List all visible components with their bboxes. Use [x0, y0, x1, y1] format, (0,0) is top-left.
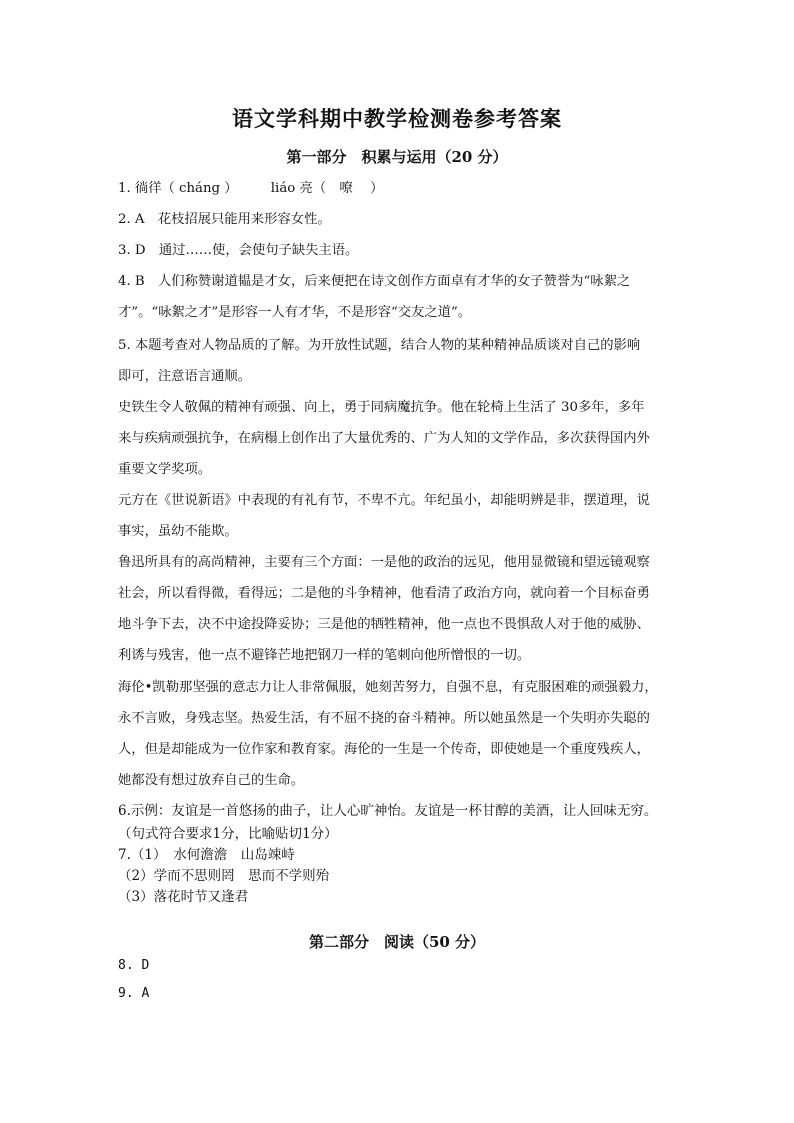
shi-tiesheng-line3: 重要文学奖项。 — [118, 462, 212, 477]
helen-keller-line1: 海伦•凯勒那坚强的意志力让人非常佩服，她刻苦努力，自强不息，有克服困难的顽强毅力， — [118, 680, 658, 695]
answer-q5-line1: 5. 本题考查对人物品质的了解。为开放性试题，结合人物的某种精神品质谈对自己的影响 — [118, 338, 641, 353]
lu-xun-line1: 鲁迅所具有的高尚精神，主要有三个方面：一是他的政治的远见，他用显微镜和望远镜观察 — [118, 555, 650, 570]
shi-tiesheng-line2: 来与疾病顽强抗争，在病榻上创作出了大量优秀的、广为人知的文学作品，多次获得国内外 — [118, 431, 650, 446]
answer-q9: 9. A — [118, 986, 150, 1001]
section-heading-part1: 第一部分 积累与运用（20 分） — [286, 148, 508, 166]
helen-keller-line3: 人，但是却能成为一位作家和教育家。海伦的一生是一个传奇，即使她是一个重度残疾人， — [118, 742, 650, 757]
shi-tiesheng-line1: 史铁生令人敬佩的精神有顽强、向上，勇于同病魔抗争。他在轮椅上生活了 30多年，多年 — [118, 400, 645, 415]
answer-q7-line2: （2）学而不思则罔 思而不学则殆 — [118, 868, 330, 884]
answer-q1: 1. 徜徉（ cháng ） liáo 亮（ 嘹 ） — [118, 181, 384, 196]
answer-q2: 2. A 花枝招展只能用来形容女性。 — [118, 212, 331, 227]
yuan-fang-line1: 元方在《世说新语》中表现的有礼有节，不卑不亢。年纪虽小，却能明辨是非，摆道理，说 — [118, 493, 650, 508]
yuan-fang-line2: 事实，虽幼不能欺。 — [118, 524, 238, 539]
answer-q8: 8. D — [118, 958, 150, 973]
answer-q6-line1: 6.示例：友谊是一首悠扬的曲子，让人心旷神怡。友谊是一杯甘醇的美酒，让人回味无穷。 — [118, 803, 658, 819]
answer-q4-line1: 4. B 人们称赞谢道韫是才女，后来便把在诗文创作方面卓有才华的女子赞誉为“咏絮之 — [118, 274, 631, 289]
helen-keller-line4: 她都没有想过放弃自己的生命。 — [118, 773, 305, 788]
answer-q6-line2: （句式符合要求1分，比喻贴切1分） — [118, 826, 338, 842]
helen-keller-line2: 永不言败，身残志坚。热爱生活，有不屈不挠的奋斗精神。所以她虽然是一个失明亦失聪的 — [118, 711, 650, 726]
section-heading-part2: 第二部分 阅读（50 分） — [308, 933, 486, 951]
answer-q7-line1: 7.（1） 水何澹澹 山岛竦峙 — [118, 847, 295, 863]
lu-xun-line4: 利诱与残害，他一点不避锋芒地把钢刀一样的笔刺向他所憎恨的一切。 — [118, 648, 531, 663]
document-title: 语文学科期中教学检测卷参考答案 — [232, 106, 562, 131]
answer-q7-line3: （3）落花时节又逢君 — [118, 889, 249, 905]
answer-q3: 3. D 通过……使，会使句子缺失主语。 — [118, 243, 359, 258]
answer-q5-line2: 即可，注意语言通顺。 — [118, 369, 251, 384]
lu-xun-line2: 社会，所以看得微，看得远；二是他的斗争精神，他看清了政治方向，就向着一个目标奋勇 — [118, 586, 650, 601]
lu-xun-line3: 地斗争下去，决不中途投降妥协；三是他的牺牲精神，他一点也不畏惧敌人对于他的威胁、 — [118, 617, 650, 632]
answer-q4-line2: 才”。“咏絮之才”是形容一人有才华，不是形容“交友之道”。 — [118, 305, 472, 320]
